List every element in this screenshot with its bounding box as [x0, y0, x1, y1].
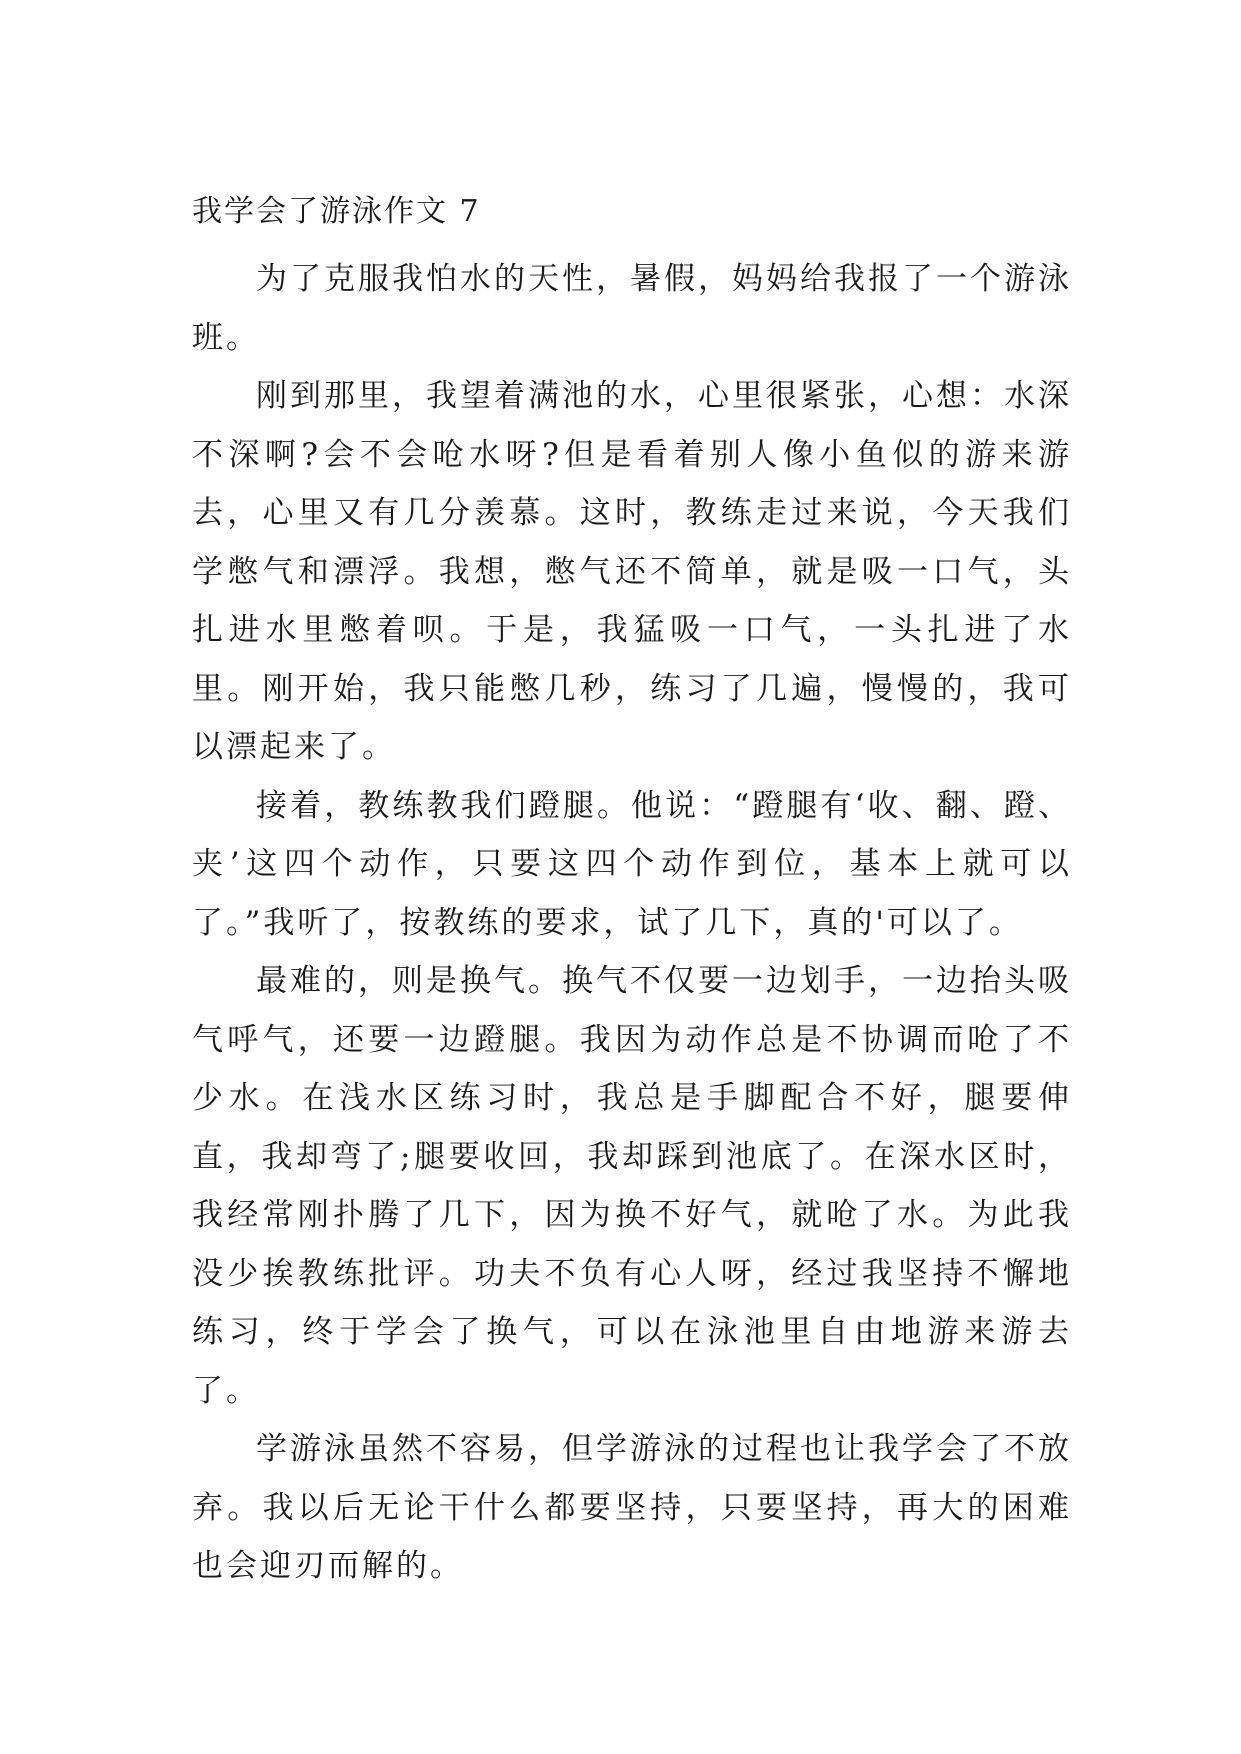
document-title: 我学会了游泳作文 7	[192, 194, 481, 229]
paragraph-3: 接着，教练教我们蹬腿。他说：“蹬腿有‘收、翻、蹬、夹’这四个动作，只要这四个动作到位，基本上就可以了。”我听了，按教练的要求，试了几下，真的'可以了。	[192, 787, 1072, 941]
paragraph-2: 刚到那里，我望着满池的水，心里很紧张，心想：水深不深啊?会不会呛水呀?但是看着别人像小鱼似的游来游去，心里又有几分羡慕。这时，教练走过来说，今天我们学憋气和漂浮。我想，憋气还不简单，就是吸一口气，头扎进水里憋着呗。于是，我猛吸一口气，一头扎进了水里。刚开始，我只能憋几秒，练习了几遍，慢慢的，我可以漂起来了。	[192, 378, 1072, 765]
paragraph-5: 学游泳虽然不容易，但学游泳的过程也让我学会了不放弃。我以后无论干什么都要坚持，只要坚持，再大的困难也会迎刃而解的。	[192, 1431, 1072, 1584]
paragraph-4: 最难的，则是换气。换气不仅要一边划手，一边抬头吸气呼气，还要一边蹬腿。我因为动作总是不协调而呛了不少水。在浅水区练习时，我总是手脚配合不好，腿要伸直，我却弯了;腿要收回，我却踩到池底了。在深水区时，我经常刚扑腾了几下，因为换不好气，就呛了水。为此我没少挨教练批评。功夫不负有心人呀，经过我坚持不懈地练习，终于学会了换气，可以在泳池里自由地游来游去了。	[192, 963, 1072, 1409]
document-page	[192, 192, 1072, 1596]
paragraph-1: 为了克服我怕水的天性，暑假，妈妈给我报了一个游泳班。	[192, 261, 1072, 356]
